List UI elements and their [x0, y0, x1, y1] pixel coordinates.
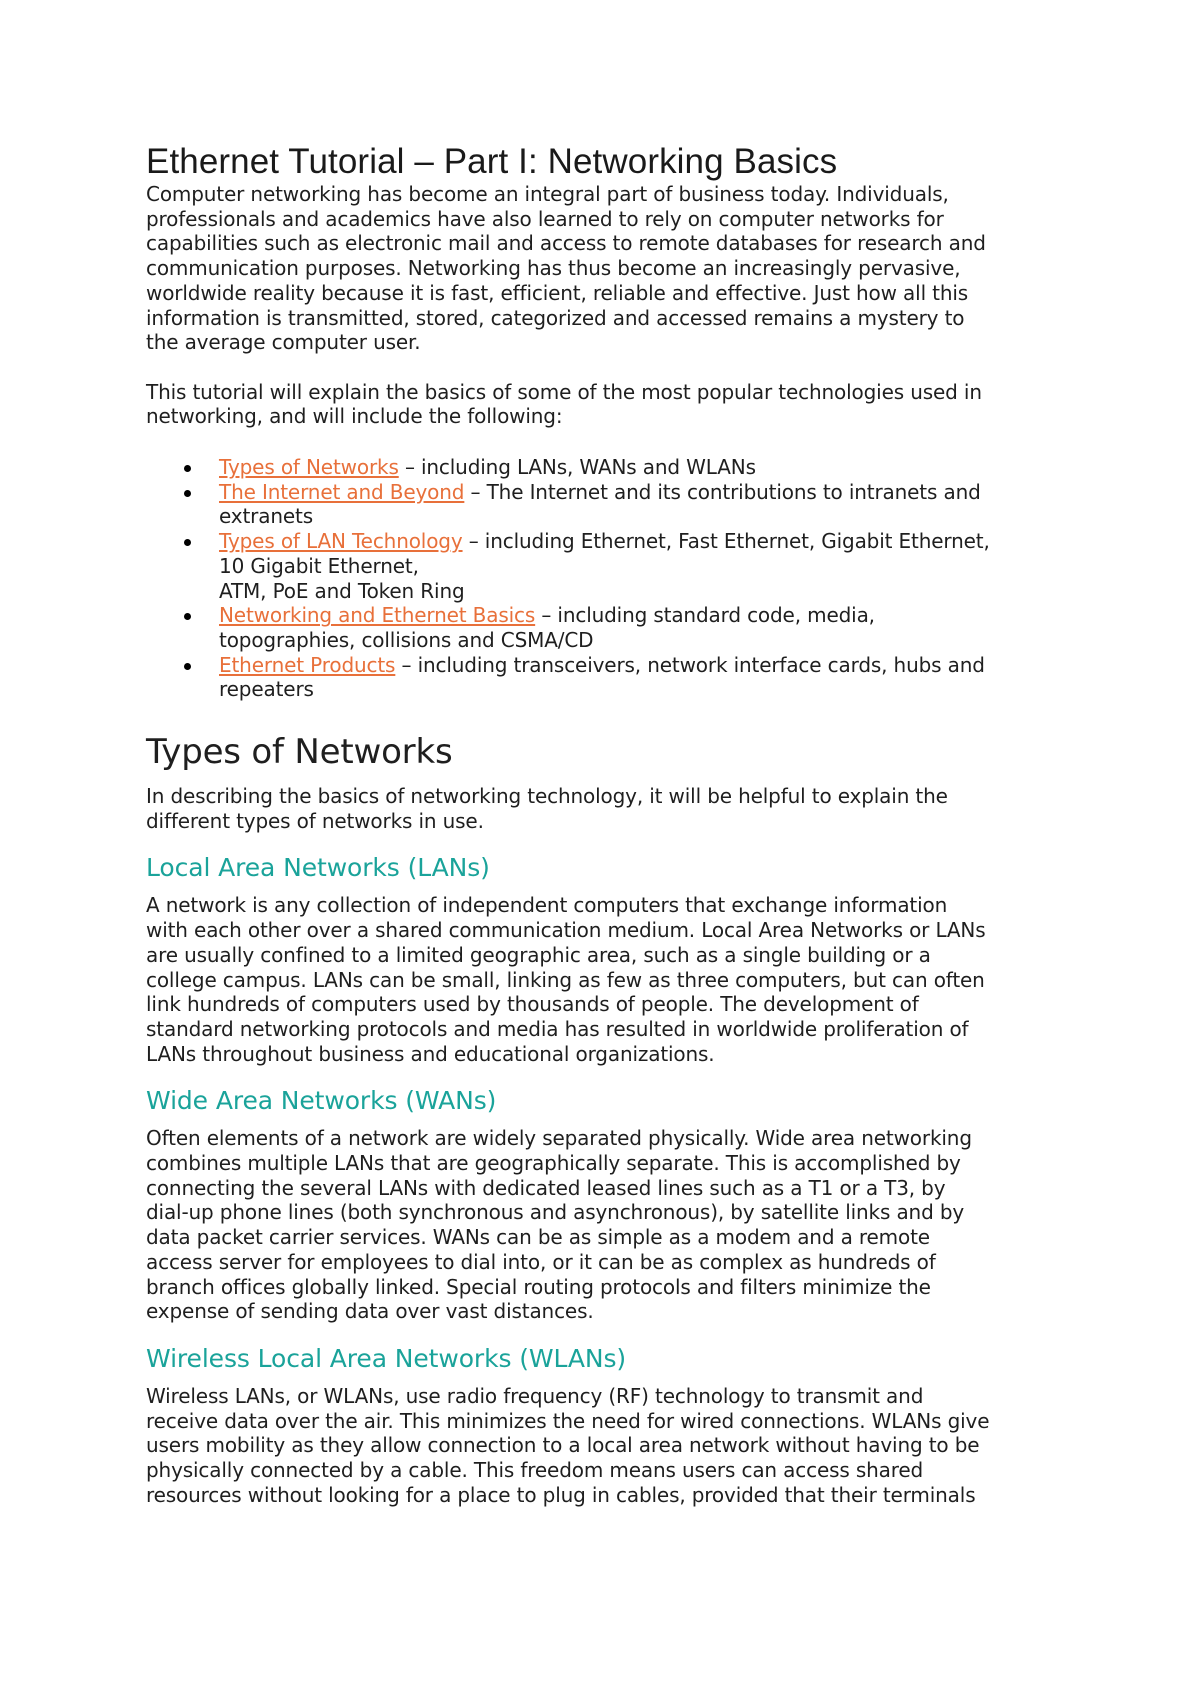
- list-item-text: repeaters: [219, 677, 314, 702]
- list-item: [146, 480, 1066, 529]
- list-item-text: – including Ethernet, Fast Ethernet, Gigabit Ethernet,: [462, 529, 990, 554]
- text-line: standard networking protocols and media has resulted in worldwide proliferation of: [146, 1016, 969, 1041]
- text-line: LANs throughout business and educational organizations.: [146, 1041, 715, 1066]
- list-item-text: – including standard code, media,: [535, 603, 875, 628]
- text-line: Wireless LANs, or WLANs, use radio frequency (RF) technology to transmit and: [146, 1384, 924, 1408]
- wan-paragraph: [146, 1126, 1066, 1324]
- document-title: Ethernet Tutorial – Part I: Networking Basics: [146, 142, 838, 181]
- list-item: [146, 529, 1066, 603]
- text-line: data packet carrier services. WANs can be as simple as a modem and a remote: [146, 1225, 930, 1250]
- intro-paragraph: [146, 182, 1066, 355]
- text-line: professionals and academics have also learned to rely on computer networks for: [146, 206, 944, 231]
- list-item-text: ATM, PoE and Token Ring: [219, 578, 465, 603]
- topic-list: [146, 455, 1066, 702]
- bullet-icon: [184, 539, 191, 546]
- list-item-text: 10 Gigabit Ethernet,: [219, 553, 419, 578]
- list-item-text: – including LANs, WANs and WLANs: [398, 455, 756, 480]
- text-line: A network is any collection of independent computers that exchange information: [146, 893, 948, 918]
- text-line: networking, and will include the following:: [146, 404, 563, 429]
- text-line: resources without looking for a place to plug in cables, provided that their terminals: [146, 1482, 976, 1507]
- bullet-icon: [184, 613, 191, 620]
- text-line: This tutorial will explain the basics of some of the most popular technologies used in: [146, 379, 982, 404]
- text-line: are usually confined to a limited geographic area, such as a single building or a: [146, 942, 931, 967]
- bullet-icon: [184, 663, 191, 670]
- bullet-icon: [184, 490, 191, 497]
- lan-paragraph: [146, 893, 1066, 1066]
- text-line: dial-up phone lines (both synchronous and asynchronous), by satellite links and by: [146, 1200, 965, 1225]
- text-line: the average computer user.: [146, 330, 421, 355]
- text-line: communication purposes. Networking has thus become an increasingly pervasive,: [146, 256, 961, 281]
- link-ethernet-products[interactable]: Ethernet Products: [219, 652, 396, 677]
- list-item-text: topographies, collisions and CSMA/CD: [219, 627, 594, 652]
- list-item: [146, 455, 1066, 480]
- text-line: In describing the basics of networking technology, it will be helpful to explain the: [146, 784, 948, 809]
- list-item: [146, 603, 1066, 652]
- types-paragraph: [146, 784, 1066, 833]
- text-line: Often elements of a network are widely separated physically. Wide area networking: [146, 1126, 972, 1151]
- text-line: Computer networking has become an integral part of business today. Individuals,: [146, 182, 949, 206]
- text-line: combines multiple LANs that are geographically separate. This is accomplished by: [146, 1151, 961, 1176]
- text-line: different types of networks in use.: [146, 808, 484, 833]
- text-line: physically connected by a cable. This freedom means users can access shared: [146, 1458, 924, 1483]
- list-item: [146, 653, 1066, 702]
- text-line: with each other over a shared communication medium. Local Area Networks or LANs: [146, 918, 986, 943]
- list-item-text: – including transceivers, network interface cards, hubs and: [395, 652, 985, 677]
- subheading-lans: Local Area Networks (LANs): [146, 853, 490, 883]
- link-types-of-networks[interactable]: Types of Networks: [219, 455, 399, 480]
- link-networking-and-ethernet-basics[interactable]: Networking and Ethernet Basics: [219, 603, 536, 628]
- subheading-wans: Wide Area Networks (WANs): [146, 1086, 497, 1116]
- section-heading-types-of-networks: Types of Networks: [146, 732, 453, 773]
- text-line: access server for employees to dial into, or it can be as complex as hundreds of: [146, 1249, 936, 1274]
- link-types-of-lan-technology[interactable]: Types of LAN Technology: [219, 529, 463, 554]
- text-line: receive data over the air. This minimizes the need for wired connections. WLANs give: [146, 1408, 990, 1433]
- text-line: worldwide reality because it is fast, efficient, reliable and effective. Just how all this: [146, 280, 969, 305]
- text-line: connecting the several LANs with dedicated leased lines such as a T1 or a T3, by: [146, 1175, 946, 1200]
- link-internet-and-beyond[interactable]: The Internet and Beyond: [219, 479, 465, 504]
- text-line: expense of sending data over vast distances.: [146, 1299, 594, 1324]
- text-line: branch offices globally linked. Special routing protocols and filters minimize the: [146, 1274, 931, 1299]
- text-line: information is transmitted, stored, categorized and accessed remains a mystery to: [146, 305, 965, 330]
- tutorial-paragraph: [146, 380, 1066, 429]
- list-item-text: – The Internet and its contributions to intranets and: [464, 479, 981, 504]
- document-page: [146, 142, 1066, 1508]
- bullet-icon: [184, 465, 191, 472]
- text-line: college campus. LANs can be small, linking as few as three computers, but can often: [146, 967, 985, 992]
- text-line: link hundreds of computers used by thousands of people. The development of: [146, 992, 919, 1017]
- text-line: users mobility as they allow connection to a local area network without having to be: [146, 1433, 980, 1458]
- text-line: capabilities such as electronic mail and access to remote databases for research and: [146, 231, 986, 256]
- subheading-wlans: Wireless Local Area Networks (WLANs): [146, 1344, 627, 1373]
- wlan-paragraph: [146, 1384, 1066, 1508]
- list-item-text: extranets: [219, 504, 314, 529]
